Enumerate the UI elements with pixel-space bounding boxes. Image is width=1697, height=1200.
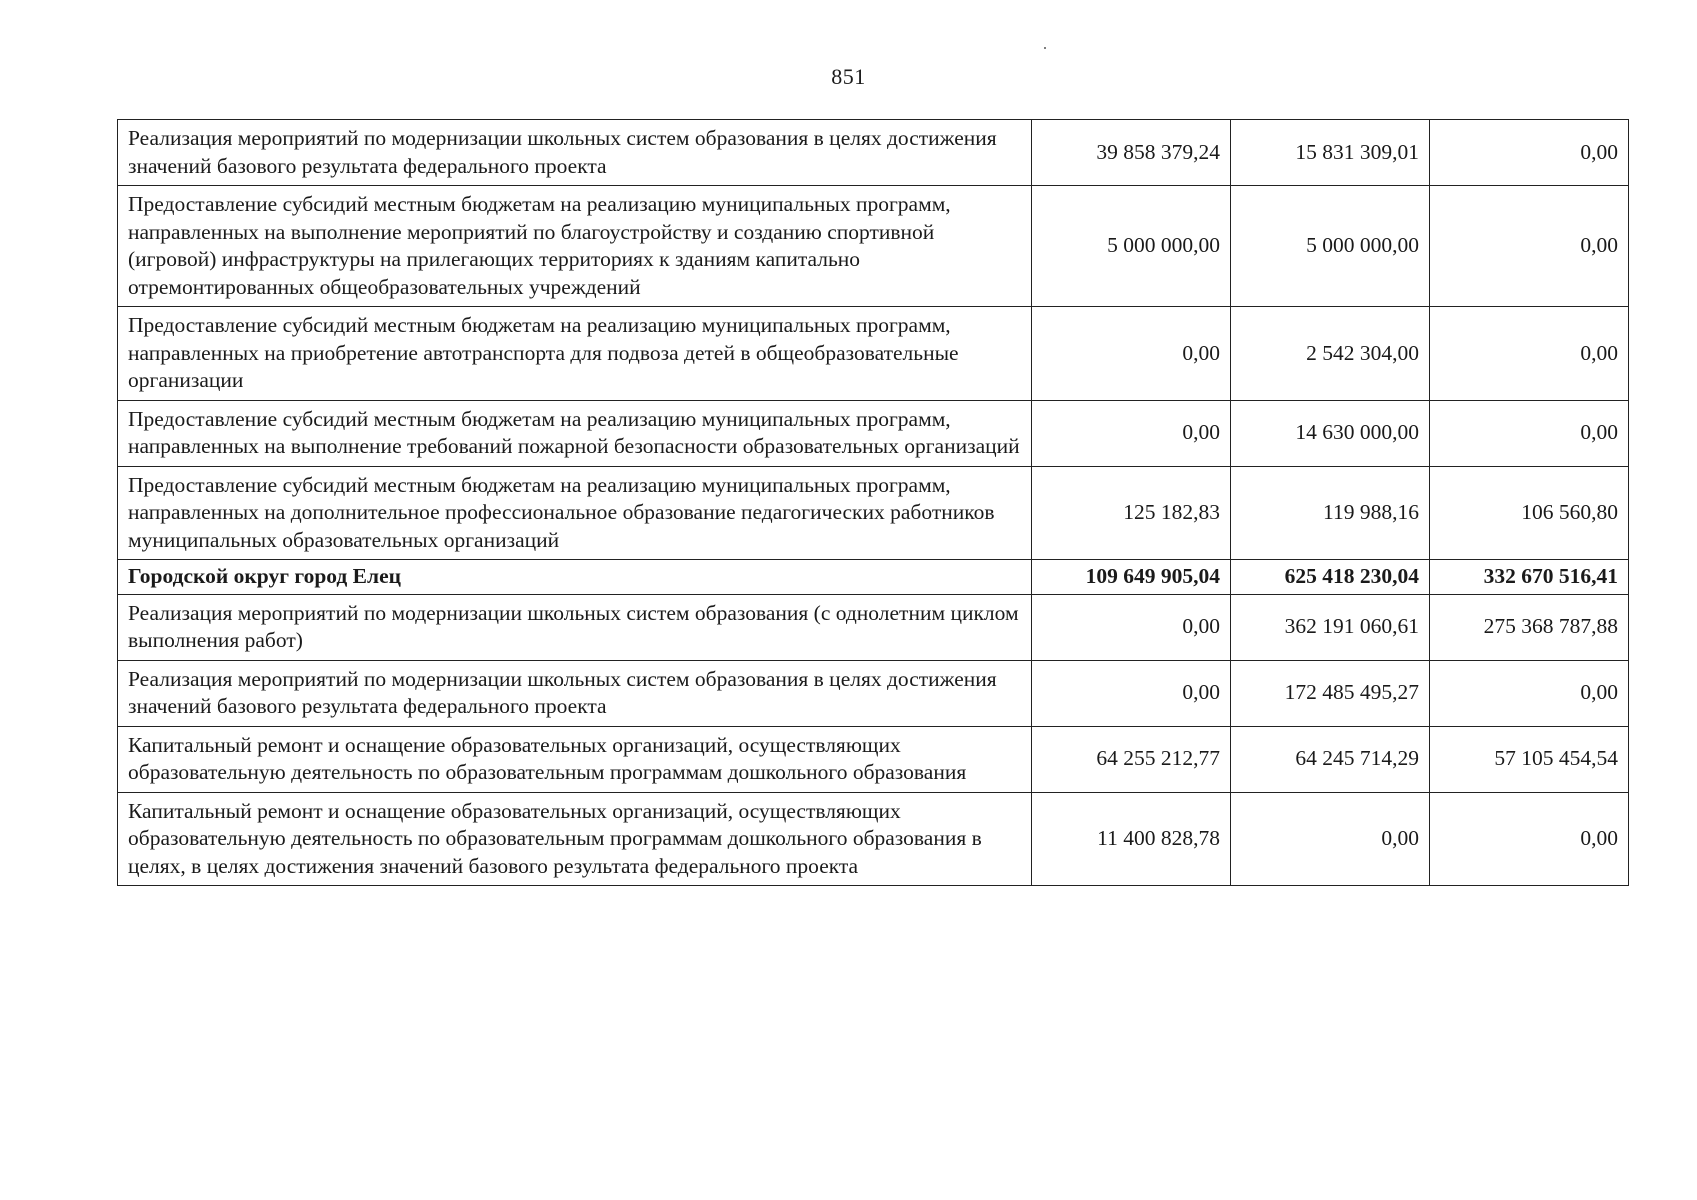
amount-cell-2: 625 418 230,04	[1231, 560, 1430, 595]
amount-cell-3: 0,00	[1430, 660, 1629, 726]
amount-cell-3: 332 670 516,41	[1430, 560, 1629, 595]
amount-cell-3: 0,00	[1430, 307, 1629, 401]
amount-cell-1: 125 182,83	[1032, 466, 1231, 560]
amount-cell-1: 109 649 905,04	[1032, 560, 1231, 595]
amount-cell-2: 2 542 304,00	[1231, 307, 1430, 401]
amount-cell-3: 275 368 787,88	[1430, 594, 1629, 660]
row-description: Реализация мероприятий по модернизации школьных систем образования в целях достижения значений базового результата федерального проекта	[118, 660, 1032, 726]
table-row	[118, 726, 1629, 792]
amount-cell-1: 0,00	[1032, 660, 1231, 726]
table-row	[118, 307, 1629, 401]
amount-cell-1: 39 858 379,24	[1032, 120, 1231, 186]
amount-cell-2: 64 245 714,29	[1231, 726, 1430, 792]
row-description: Реализация мероприятий по модернизации школьных систем образования (с однолетним циклом выполнения работ)	[118, 594, 1032, 660]
row-description: Предоставление субсидий местным бюджетам на реализацию муниципальных программ, направленных на выполнение мероприятий по благоустройству и созданию спортивной (игровой) инфраструктуры на прилегающих территориях к зданиям капитально отремонтированных общеобразовательных учреждений	[118, 186, 1032, 307]
amount-cell-1: 0,00	[1032, 594, 1231, 660]
amount-cell-1: 11 400 828,78	[1032, 792, 1231, 886]
amount-cell-2: 172 485 495,27	[1231, 660, 1430, 726]
row-description: Капитальный ремонт и оснащение образовательных организаций, осуществляющих образовательную деятельность по образовательным программам дошкольного образования	[118, 726, 1032, 792]
amount-cell-2: 362 191 060,61	[1231, 594, 1430, 660]
table-row	[118, 400, 1629, 466]
row-description: Реализация мероприятий по модернизации школьных систем образования в целях достижения значений базового результата федерального проекта	[118, 120, 1032, 186]
total-row-label: Городской округ город Елец	[118, 560, 1032, 595]
row-description: Предоставление субсидий местным бюджетам на реализацию муниципальных программ, направленных на приобретение автотранспорта для подвоза детей в общеобразовательные организации	[118, 307, 1032, 401]
amount-cell-2: 5 000 000,00	[1231, 186, 1430, 307]
amount-cell-3: 0,00	[1430, 186, 1629, 307]
amount-cell-3: 57 105 454,54	[1430, 726, 1629, 792]
row-description: Предоставление субсидий местным бюджетам на реализацию муниципальных программ, направленных на дополнительное профессиональное образование педагогических работников муниципальных образовательных организаций	[118, 466, 1032, 560]
amount-cell-3: 0,00	[1430, 792, 1629, 886]
table-total-row	[118, 560, 1629, 595]
amount-cell-1: 0,00	[1032, 400, 1231, 466]
amount-cell-1: 0,00	[1032, 307, 1231, 401]
amount-cell-3: 106 560,80	[1430, 466, 1629, 560]
table-row	[118, 660, 1629, 726]
amount-cell-1: 5 000 000,00	[1032, 186, 1231, 307]
amount-cell-2: 119 988,16	[1231, 466, 1430, 560]
table-row	[118, 186, 1629, 307]
budget-table-body	[118, 120, 1629, 886]
amount-cell-2: 15 831 309,01	[1231, 120, 1430, 186]
amount-cell-2: 14 630 000,00	[1231, 400, 1430, 466]
page-number: 851	[831, 64, 866, 89]
row-description: Капитальный ремонт и оснащение образовательных организаций, осуществляющих образовательную деятельность по образовательным программам дошкольного образования в целях, в целях достижения значений базового результата федерального проекта	[118, 792, 1032, 886]
budget-table	[117, 119, 1629, 886]
amount-cell-3: 0,00	[1430, 400, 1629, 466]
table-row	[118, 120, 1629, 186]
amount-cell-3: 0,00	[1430, 120, 1629, 186]
scan-speck	[1044, 47, 1046, 49]
amount-cell-2: 0,00	[1231, 792, 1430, 886]
table-row	[118, 792, 1629, 886]
row-description: Предоставление субсидий местным бюджетам на реализацию муниципальных программ, направленных на выполнение требований пожарной безопасности образовательных организаций	[118, 400, 1032, 466]
table-row	[118, 594, 1629, 660]
table-row	[118, 466, 1629, 560]
amount-cell-1: 64 255 212,77	[1032, 726, 1231, 792]
